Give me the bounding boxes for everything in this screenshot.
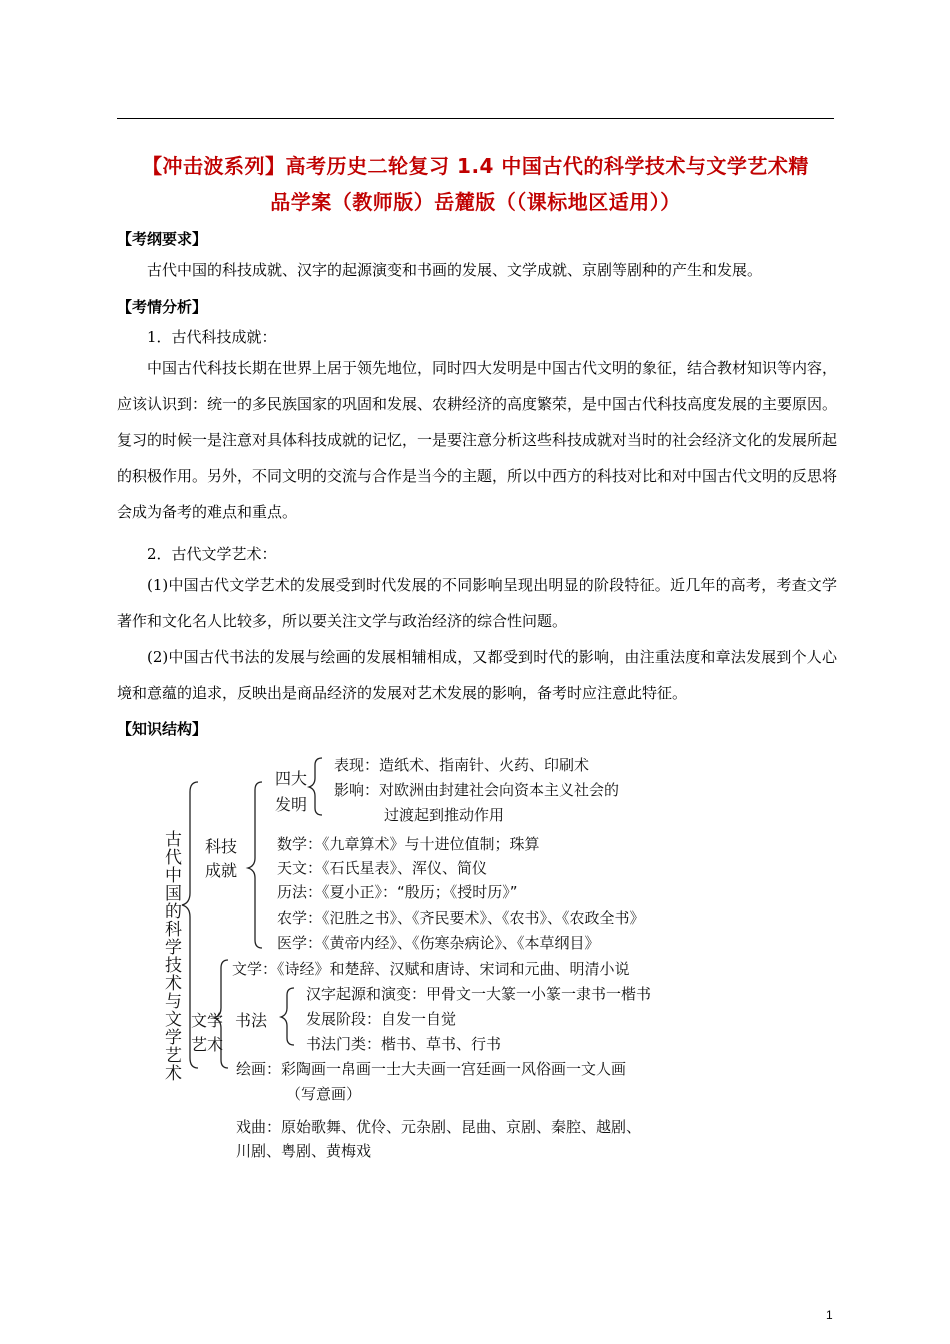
sci-medicine: 医学：《黄帝内经》、《伤寒杂病论》、《本草纲目》 [277,934,600,952]
art-painting-line1: 绘画：彩陶画一帛画一士大夫画一宫廷画一风俗画一文人画 [236,1060,627,1078]
four-inventions-label-b: 发明 [275,795,308,814]
section-heading-requirements: 【考纲要求】 [117,230,208,248]
sci-calendar: 历法：《夏小正》：“殷历；《授时历》” [277,883,518,901]
art-opera-line1: 戏曲：原始歌舞、优伶、元杂剧、昆曲、京剧、秦腔、越剧、 [236,1118,642,1136]
section-heading-structure: 【知识结构】 [117,720,208,738]
analysis-item2-p1: (1)中国古代文学艺术的发展受到时代发展的不同影响呈现出明显的阶段特征。近几年的高考，考查文学著作和文化名人比较多，所以要关注文学与政治经济的综合性问题。 [117,576,837,630]
art-label-a: 文学 [191,1011,224,1030]
sci-label-a: 科技 [205,837,238,856]
requirements-text: 古代中国的科技成就、汉字的起源演变和书画的发展、文学成就、京剧等剧种的产生和发展。 [147,261,763,279]
calligraphy-origin: 汉字起源和演变：甲骨文一大篆一小篆一隶书一楷书 [306,985,652,1003]
analysis-item2-title: 2．古代文学艺术： [147,545,277,563]
art-opera-line2: 川剧、粤剧、黄梅戏 [236,1142,372,1160]
four-inventions-label-a: 四大 [275,769,308,788]
sci-label-b: 成就 [205,861,238,880]
art-literature: 文学：《诗经》和楚辞、汉赋和唐诗、宋词和元曲、明清小说 [232,960,630,978]
calligraphy-label: 书法 [235,1011,268,1030]
calligraphy-stages: 发展阶段：自发一自觉 [306,1010,457,1028]
analysis-item1-text: 中国古代科技长期在世界上居于领先地位，同时四大发明是中国古代文明的象征，结合教材知识等内容，应该认识到：统一的多民族国家的巩固和发展、农耕经济的高度繁荣，是中国古代科技高度发展的主要原因。复习的时候一是注意对具体科技成就的记忆，一是要注意分析这些科技成就对当时的社会经济文化的发展所起的积极作用。另外，不同文明的交流与合作是当今的主题，所以中西方的科技对比和对中国古代文明的反思将会成为备考的难点和重点。 [117,359,838,521]
diagram-root-label: 古代中国的科学技术与文学艺术 [161,830,181,1082]
page-number: 1 [826,1308,833,1322]
calligraphy-categories: 书法门类：楷书、草书、行书 [306,1035,502,1053]
sci-math: 数学：《九章算术》与十进位值制；珠算 [277,835,540,853]
four-inventions-impact-line1: 影响：对欧洲由封建社会向资本主义社会的 [334,781,620,799]
section-heading-analysis: 【考情分析】 [117,298,208,316]
page-title-line1: 【冲击波系列】高考历史二轮复习 1.4 中国古代的科学技术与文学艺术精 [142,154,809,178]
sci-astronomy: 天文：《石氏星表》、浑仪、简仪 [277,859,488,877]
analysis-item1-title: 1．古代科技成就： [147,328,277,346]
four-inventions-performance: 表现：造纸术、指南针、火药、印刷术 [334,756,590,774]
analysis-item2-p2: (2)中国古代书法的发展与绘画的发展相辅相成，又都受到时代的影响，由注重法度和章法发展到个人心境和意蕴的追求，反映出是商品经济的发展对艺术发展的影响，备考时应注意此特征。 [117,648,837,702]
page-title-line2: 品学案（教师版）岳麓版（（课标地区适用）） [270,190,681,214]
art-painting-line2: （写意画） [286,1085,362,1103]
four-inventions-impact-line2: 过渡起到推动作用 [384,806,505,824]
sci-agriculture: 农学：《氾胜之书》、《齐民要术》、《农书》、《农政全书》 [277,909,645,927]
art-label-b: 艺术 [191,1035,224,1054]
